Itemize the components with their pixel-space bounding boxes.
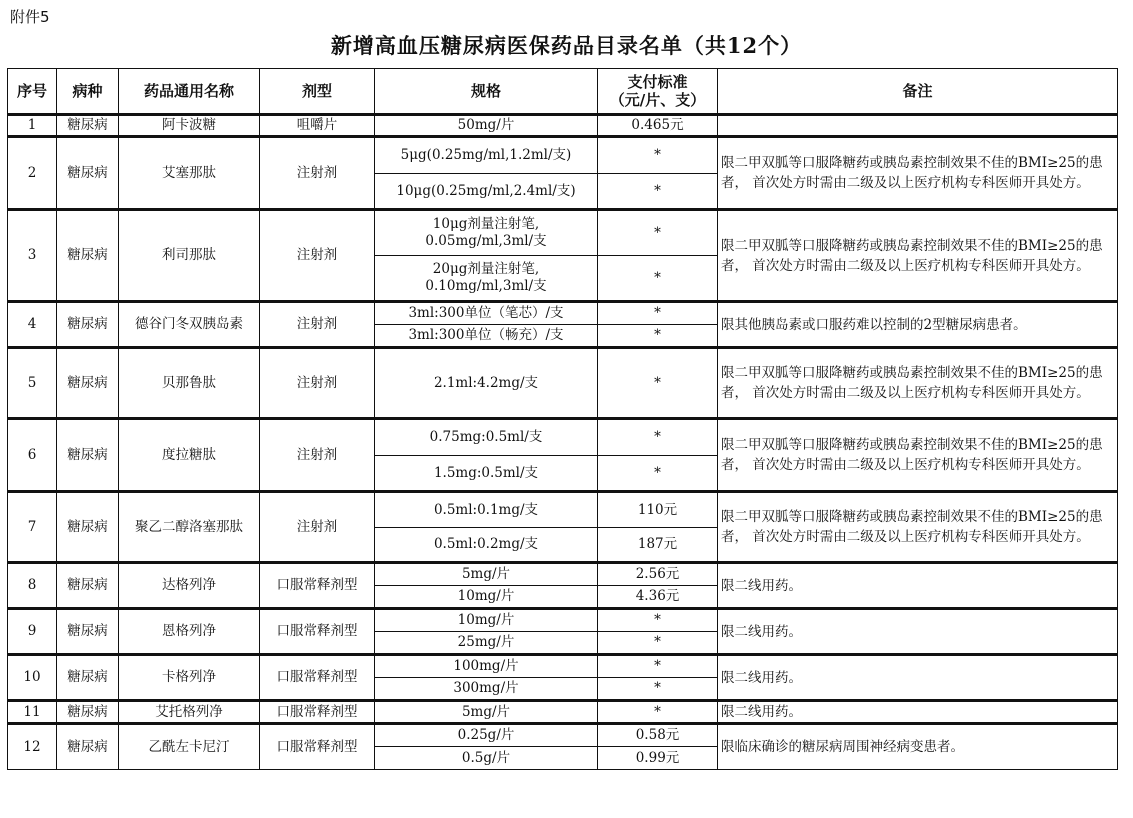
cell-seq: 4 xyxy=(8,302,57,348)
cell-form: 咀嚼片 xyxy=(260,115,375,137)
page-title: 新增高血压糖尿病医保药品目录名单（共12个） xyxy=(330,33,803,58)
cell-spec: 20μg剂量注射笔, 0.10mg/ml,3ml/支 xyxy=(375,256,598,302)
cell-disease: 糖尿病 xyxy=(57,609,119,655)
cell-form: 注射剂 xyxy=(260,492,375,563)
cell-price: * xyxy=(598,174,718,210)
cell-spec: 0.75mg:0.5ml/支 xyxy=(375,419,598,456)
cell-name: 达格列净 xyxy=(119,563,260,609)
cell-disease: 糖尿病 xyxy=(57,492,119,563)
cell-name: 度拉糖肽 xyxy=(119,419,260,492)
cell-name: 卡格列净 xyxy=(119,655,260,701)
cell-spec: 3ml:300单位（畅充）/支 xyxy=(375,325,598,348)
cell-remark: 限临床确诊的糖尿病周围神经病变患者。 xyxy=(718,724,1118,770)
cell-spec: 300mg/片 xyxy=(375,678,598,701)
cell-spec: 10μg(0.25mg/ml,2.4ml/支) xyxy=(375,174,598,210)
cell-price: * xyxy=(598,256,718,302)
cell-form: 口服常释剂型 xyxy=(260,724,375,770)
cell-price: * xyxy=(598,655,718,678)
table-row xyxy=(8,115,1118,137)
cell-price: * xyxy=(598,456,718,492)
cell-price: * xyxy=(598,325,718,348)
cell-price: * xyxy=(598,632,718,655)
cell-disease: 糖尿病 xyxy=(57,724,119,770)
cell-name: 德谷门冬双胰岛素 xyxy=(119,302,260,348)
cell-disease: 糖尿病 xyxy=(57,563,119,609)
cell-form: 口服常释剂型 xyxy=(260,701,375,724)
table-row xyxy=(8,492,1118,528)
cell-seq: 11 xyxy=(8,701,57,724)
cell-seq: 3 xyxy=(8,210,57,302)
cell-spec: 50mg/片 xyxy=(375,115,598,137)
cell-price: * xyxy=(598,678,718,701)
table-row xyxy=(8,302,1118,325)
cell-remark xyxy=(718,115,1118,137)
cell-name: 贝那鲁肽 xyxy=(119,348,260,419)
cell-form: 注射剂 xyxy=(260,137,375,210)
cell-remark: 限二线用药。 xyxy=(718,609,1118,655)
cell-form: 注射剂 xyxy=(260,210,375,302)
cell-remark: 限二甲双胍等口服降糖药或胰岛素控制效果不佳的BMI≥25的患者， 首次处方时需由二级及以上医疗机构专科医师开具处方。 xyxy=(718,210,1118,302)
cell-form: 口服常释剂型 xyxy=(260,609,375,655)
cell-remark: 限二甲双胍等口服降糖药或胰岛素控制效果不佳的BMI≥25的患者， 首次处方时需由二级及以上医疗机构专科医师开具处方。 xyxy=(718,492,1118,563)
cell-remark: 限二甲双胍等口服降糖药或胰岛素控制效果不佳的BMI≥25的患者， 首次处方时需由二级及以上医疗机构专科医师开具处方。 xyxy=(718,137,1118,210)
cell-seq: 8 xyxy=(8,563,57,609)
cell-price: 0.58元 xyxy=(598,724,718,747)
cell-price: 187元 xyxy=(598,528,718,563)
cell-spec: 1.5mg:0.5ml/支 xyxy=(375,456,598,492)
cell-seq: 7 xyxy=(8,492,57,563)
table-row xyxy=(8,655,1118,678)
table-row xyxy=(8,724,1118,747)
cell-remark: 限二甲双胍等口服降糖药或胰岛素控制效果不佳的BMI≥25的患者， 首次处方时需由二级及以上医疗机构专科医师开具处方。 xyxy=(718,348,1118,419)
cell-name: 恩格列净 xyxy=(119,609,260,655)
table-row xyxy=(8,348,1118,419)
cell-form: 口服常释剂型 xyxy=(260,655,375,701)
cell-name: 艾托格列净 xyxy=(119,701,260,724)
cell-spec: 5mg/片 xyxy=(375,701,598,724)
cell-seq: 6 xyxy=(8,419,57,492)
cell-seq: 5 xyxy=(8,348,57,419)
cell-spec: 0.25g/片 xyxy=(375,724,598,747)
cell-remark: 限其他胰岛素或口服药难以控制的2型糖尿病患者。 xyxy=(718,302,1118,348)
cell-name: 艾塞那肽 xyxy=(119,137,260,210)
cell-disease: 糖尿病 xyxy=(57,348,119,419)
table-row xyxy=(8,701,1118,724)
cell-price: * xyxy=(598,609,718,632)
cell-name: 聚乙二醇洛塞那肽 xyxy=(119,492,260,563)
cell-disease: 糖尿病 xyxy=(57,115,119,137)
header-row xyxy=(8,69,1118,115)
cell-price: 0.99元 xyxy=(598,747,718,770)
cell-name: 利司那肽 xyxy=(119,210,260,302)
cell-price: 110元 xyxy=(598,492,718,528)
header-spec: 规格 xyxy=(375,69,598,115)
header-name: 药品通用名称 xyxy=(119,69,260,115)
cell-price: * xyxy=(598,210,718,256)
cell-form: 注射剂 xyxy=(260,419,375,492)
cell-spec: 3ml:300单位（笔芯）/支 xyxy=(375,302,598,325)
cell-spec: 100mg/片 xyxy=(375,655,598,678)
cell-price: 0.465元 xyxy=(598,115,718,137)
cell-spec: 5mg/片 xyxy=(375,563,598,586)
cell-spec: 5μg(0.25mg/ml,1.2ml/支) xyxy=(375,137,598,174)
table-body xyxy=(8,115,1118,770)
cell-seq: 1 xyxy=(8,115,57,137)
header-remark: 备注 xyxy=(718,69,1118,115)
drug-table xyxy=(7,68,1118,770)
cell-remark: 限二线用药。 xyxy=(718,701,1118,724)
cell-price: * xyxy=(598,137,718,174)
cell-spec: 2.1ml:4.2mg/支 xyxy=(375,348,598,419)
cell-disease: 糖尿病 xyxy=(57,210,119,302)
cell-price: * xyxy=(598,302,718,325)
cell-disease: 糖尿病 xyxy=(57,655,119,701)
cell-seq: 9 xyxy=(8,609,57,655)
header-price-line1: 支付标准 xyxy=(627,73,688,91)
table-row xyxy=(8,210,1118,256)
table-row xyxy=(8,609,1118,632)
cell-spec: 0.5ml:0.1mg/支 xyxy=(375,492,598,528)
cell-disease: 糖尿病 xyxy=(57,701,119,724)
cell-price: * xyxy=(598,419,718,456)
cell-name: 阿卡波糖 xyxy=(119,115,260,137)
cell-spec: 25mg/片 xyxy=(375,632,598,655)
attachment-label: 附件5 xyxy=(10,8,50,26)
table-row xyxy=(8,419,1118,456)
header-price xyxy=(598,69,718,115)
cell-spec: 10mg/片 xyxy=(375,586,598,609)
cell-spec: 0.5ml:0.2mg/支 xyxy=(375,528,598,563)
header-price-line2: （元/片、支） xyxy=(609,91,706,109)
cell-seq: 2 xyxy=(8,137,57,210)
cell-form: 注射剂 xyxy=(260,348,375,419)
header-form: 剂型 xyxy=(260,69,375,115)
cell-disease: 糖尿病 xyxy=(57,137,119,210)
cell-disease: 糖尿病 xyxy=(57,419,119,492)
cell-price: * xyxy=(598,348,718,419)
cell-form: 注射剂 xyxy=(260,302,375,348)
cell-remark: 限二甲双胍等口服降糖药或胰岛素控制效果不佳的BMI≥25的患者， 首次处方时需由二级及以上医疗机构专科医师开具处方。 xyxy=(718,419,1118,492)
cell-seq: 12 xyxy=(8,724,57,770)
cell-price: * xyxy=(598,701,718,724)
table-row xyxy=(8,563,1118,586)
cell-price: 2.56元 xyxy=(598,563,718,586)
cell-price: 4.36元 xyxy=(598,586,718,609)
cell-spec: 10μg剂量注射笔, 0.05mg/ml,3ml/支 xyxy=(375,210,598,256)
cell-seq: 10 xyxy=(8,655,57,701)
cell-spec: 10mg/片 xyxy=(375,609,598,632)
cell-disease: 糖尿病 xyxy=(57,302,119,348)
header-seq: 序号 xyxy=(8,69,57,115)
cell-spec: 0.5g/片 xyxy=(375,747,598,770)
header-disease: 病种 xyxy=(57,69,119,115)
cell-remark: 限二线用药。 xyxy=(718,655,1118,701)
table-row xyxy=(8,137,1118,174)
cell-form: 口服常释剂型 xyxy=(260,563,375,609)
cell-name: 乙酰左卡尼汀 xyxy=(119,724,260,770)
cell-remark: 限二线用药。 xyxy=(718,563,1118,609)
